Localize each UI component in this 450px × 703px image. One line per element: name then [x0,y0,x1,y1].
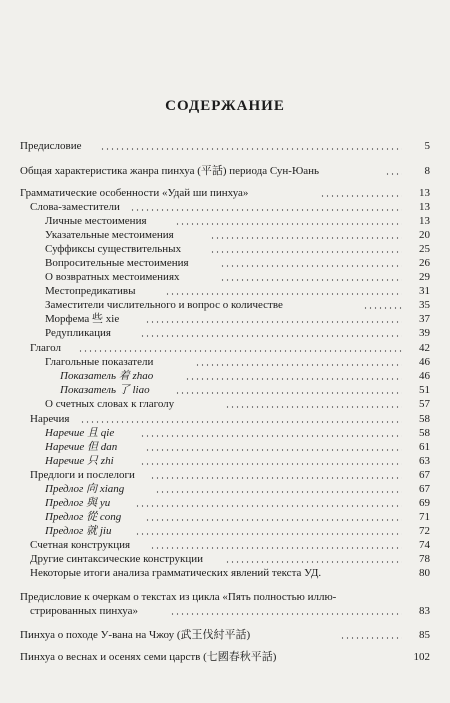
toc-entry-label: Счетная конструкция [30,539,133,552]
leader-dots [220,279,402,281]
leader-dots [165,293,402,295]
toc-entry-label: Предлог 就 jiu [45,525,114,538]
toc-entry-page: 58 [419,413,430,425]
toc-entry-label: Некоторые итоги анализа грамматических явлений текста УД. [30,567,324,580]
toc-entry-page: 25 [419,243,430,255]
toc-entry-page: 31 [419,285,430,297]
toc-entry-page: 20 [419,229,430,241]
toc-entry-label: Наречие 只 zhi [45,455,117,468]
toc-entry-label: Наречие 但 dan [45,441,120,454]
leader-dots [140,335,402,337]
leader-dots [135,533,402,535]
toc-entry [45,297,430,312]
toc-entry-page: 67 [419,469,430,481]
leader-dots [175,392,402,394]
toc-entry-page: 13 [419,201,430,213]
toc-entry-label: Предлог 向 xiang [45,483,127,496]
toc-entry [45,523,430,538]
toc-entry-label: Показатель 了 liao [60,384,153,397]
toc-entry [20,589,430,604]
leader-dots [175,223,402,225]
toc-entry [45,495,430,510]
toc-entry-label: Глагол [30,342,64,355]
toc-entry [60,368,430,383]
leader-dots [78,350,402,352]
toc-entry-label: Общая характеристика жанра пинхуа (平話) периода Сун-Юань [20,165,322,178]
toc-entry-page: 42 [419,342,430,354]
toc-entry-label: Предисловие [20,140,85,153]
toc-entry-page: 57 [419,398,430,410]
toc-entry-page: 26 [419,257,430,269]
toc-entry-label: Местопредикативы [45,285,139,298]
toc-entry [45,481,430,496]
toc-entry-label: Наречие 且 qie [45,427,117,440]
toc-entry [45,396,430,411]
toc-entry-page: 63 [419,455,430,467]
toc-entry [45,227,430,242]
leader-dots [145,321,402,323]
toc-entry [45,509,430,524]
toc-entry [30,411,430,426]
toc-entry-page: 83 [419,605,430,617]
toc-entry-label: Пинхуа о походе У-вана на Чжоу (武王伐紂平話) [20,629,253,642]
toc-entry-page: 80 [419,567,430,579]
toc-entry [20,627,430,642]
toc-entry-page: 8 [424,165,430,177]
toc-entry-page: 37 [419,313,430,325]
toc-entry-page: 69 [419,497,430,509]
toc-entry-page: 72 [419,525,430,537]
toc-entry-label: Морфема 些 xie [45,313,122,326]
leader-dots [340,637,402,639]
toc-entry [45,325,430,340]
toc-entry-page: 5 [424,140,430,152]
leader-dots [225,561,402,563]
toc-entry-page: 61 [419,441,430,453]
leader-dots [140,463,402,465]
toc-entry-label: Глагольные показатели [45,356,156,369]
toc-entry [30,565,430,580]
leader-dots [140,435,402,437]
toc-entry-label: Другие синтаксические конструкции [30,553,206,566]
toc-entry [30,551,430,566]
toc-entry-page: 102 [413,651,430,663]
leader-dots [170,613,402,615]
toc-entry-label: О счетных словах к глаголу [45,398,177,411]
toc-entry [20,185,430,200]
toc-entry-page: 39 [419,327,430,339]
leader-dots [130,209,402,211]
toc-entry-page: 71 [419,511,430,523]
leader-dots [150,477,402,479]
toc-entry-label: Личные местоимения [45,215,150,228]
leader-dots [225,406,402,408]
toc-entry-page: 78 [419,553,430,565]
toc-entry [45,283,430,298]
toc-entry [45,354,430,369]
toc-entry-label: Слова-заместители [30,201,123,214]
leader-dots [155,491,402,493]
toc-entry-label: Вопросительные местоимения [45,257,192,270]
toc-entry [45,311,430,326]
toc-entry-label: Наречия [30,413,72,426]
toc-entry [45,241,430,256]
toc-entry-label: О возвратных местоимениях [45,271,183,284]
toc-entry-page: 46 [419,356,430,368]
toc-entry-label: Заместители числительного и вопрос о количестве [45,299,286,312]
toc-entry-label: Пинхуа о веснах и осенях семи царств (七國春秋平話) [20,651,279,664]
toc-entry-label: Предлог 從 cong [45,511,124,524]
leader-dots [320,195,402,197]
leader-dots [195,364,402,366]
leader-dots [150,547,402,549]
toc-entry-label: Редупликация [45,327,114,340]
toc-entry [60,382,430,397]
toc-entry [30,199,430,214]
toc-entry-page: 51 [419,384,430,396]
toc-entry-label: стрированных пинхуа» [30,605,141,618]
toc-entry-label: Предлог 與 yu [45,497,113,510]
toc-entry [45,255,430,270]
page-title: СОДЕРЖАНИЕ [165,98,285,114]
leader-dots [145,449,402,451]
toc-entry [45,439,430,454]
toc-entry-label: Показатель 着 zhao [60,370,156,383]
toc-entry [45,269,430,284]
leader-dots [80,421,402,423]
toc-entry-label: Предисловие к очеркам о текстах из цикла «Пять полностью иллю- [20,591,339,604]
leader-dots [220,265,402,267]
leader-dots [100,148,402,150]
toc-entry-page: 29 [419,271,430,283]
toc-entry [20,163,430,178]
toc-entry [20,649,430,664]
toc-entry [45,213,430,228]
leader-dots [210,237,402,239]
toc-entry-page: 35 [419,299,430,311]
toc-entry-page: 85 [419,629,430,641]
toc-entry [30,467,430,482]
toc-entry-label: Грамматические особенности «Удай ши пинхуа» [20,187,251,200]
toc-entry [45,453,430,468]
toc-entry [20,138,430,153]
toc-entry-label: Суффиксы существительных [45,243,184,256]
leader-dots [185,378,402,380]
leader-dots [385,173,402,175]
toc-entry [30,340,430,355]
toc-entry-page: 74 [419,539,430,551]
leader-dots [210,251,402,253]
toc-entry-page: 67 [419,483,430,495]
toc-entry-label: Предлоги и послелоги [30,469,138,482]
toc-entry-page: 58 [419,427,430,439]
leader-dots [135,505,402,507]
leader-dots [363,307,402,309]
toc-entry [30,537,430,552]
toc-entry-page: 46 [419,370,430,382]
toc-entry [30,603,430,618]
toc-entry-label: Указательные местоимения [45,229,177,242]
leader-dots [145,519,402,521]
toc-entry-page: 13 [419,215,430,227]
toc-entry [45,425,430,440]
toc-entry-page: 13 [419,187,430,199]
